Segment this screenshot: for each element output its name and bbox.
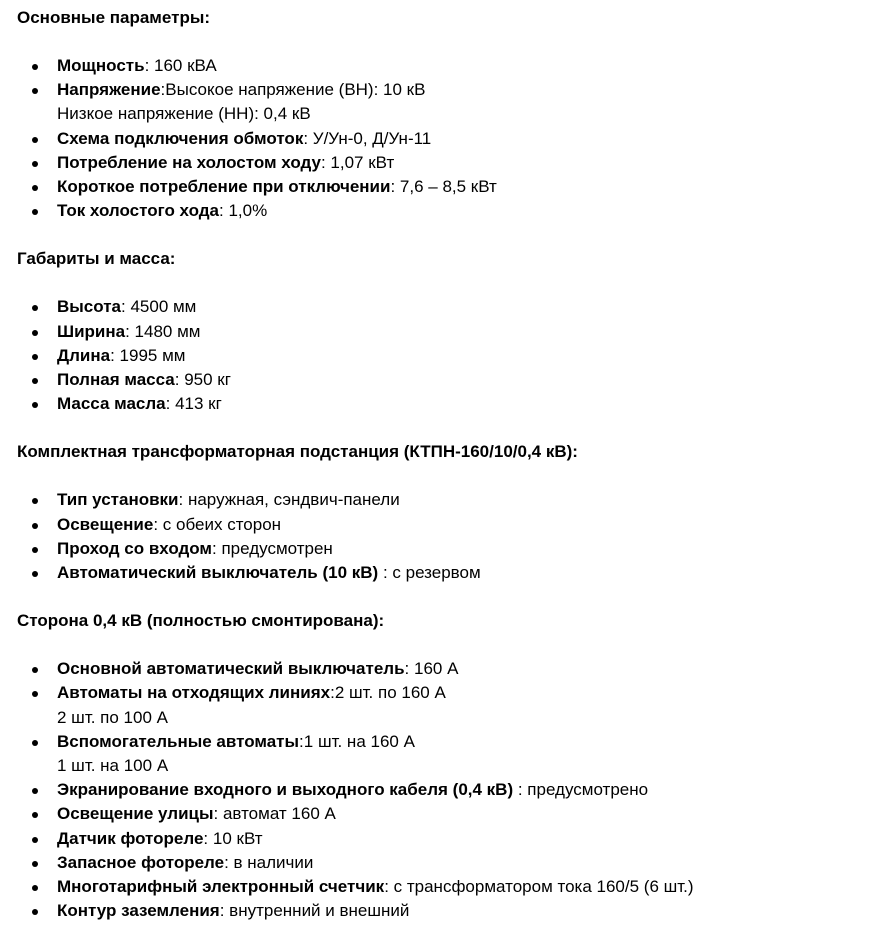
list-item xyxy=(17,851,894,875)
item-value: 1 шт. на 160 А xyxy=(303,731,415,751)
section-title: Габариты и масса: xyxy=(17,249,176,269)
spec-list xyxy=(17,295,894,416)
bullet-icon xyxy=(32,88,38,94)
bullet-icon xyxy=(32,161,38,167)
item-label: Запасное фотореле xyxy=(57,852,225,872)
bullet-icon xyxy=(32,209,38,215)
item-value: 413 кг xyxy=(175,394,222,414)
item-value-line2: Низкое напряжение (НН): 0,4 кВ xyxy=(57,104,311,124)
item-separator: : xyxy=(153,514,163,534)
item-separator: : xyxy=(224,852,234,872)
item-value: 1480 мм xyxy=(134,321,201,341)
item-value: с трансформатором тока 160/5 (6 шт.) xyxy=(393,877,694,897)
item-label: Мощность xyxy=(57,56,145,75)
item-value: 1,07 кВт xyxy=(330,152,395,172)
item-separator: : xyxy=(330,683,335,703)
item-label: Автоматы на отходящих линиях xyxy=(57,683,331,703)
section-dimensions-weight xyxy=(17,247,894,416)
item-label: Потребление на холостом ходу xyxy=(57,152,321,172)
bullet-icon xyxy=(32,571,38,577)
bullet-icon xyxy=(32,523,38,529)
item-label: Датчик фотореле xyxy=(57,828,204,848)
section-title: Основные параметры: xyxy=(17,8,211,27)
item-value: 4500 мм xyxy=(130,297,197,317)
list-item xyxy=(17,127,894,151)
bullet-icon xyxy=(32,885,38,891)
item-label: Схема подключения обмоток xyxy=(57,128,304,148)
item-value: 1995 мм xyxy=(119,345,186,365)
list-item xyxy=(17,151,894,175)
list-item xyxy=(17,827,894,851)
section-low-voltage-side xyxy=(17,609,894,923)
list-item xyxy=(17,344,894,368)
item-value: 950 кг xyxy=(184,370,231,390)
item-value: 7,6 – 8,5 кВт xyxy=(399,177,497,197)
section-title: Комплектная трансформаторная подстанция (КТПН-160/10/0,4 кВ): xyxy=(17,442,578,462)
bullet-icon xyxy=(32,667,38,673)
item-separator: : xyxy=(390,177,400,197)
bullet-icon xyxy=(32,788,38,794)
item-label: Освещение улицы xyxy=(57,804,214,824)
list-item xyxy=(17,199,894,223)
list-item xyxy=(17,175,894,199)
item-value: предусмотрен xyxy=(221,538,333,558)
item-label: Проход со входом xyxy=(57,538,213,558)
bullet-icon xyxy=(32,837,38,843)
bullet-icon xyxy=(32,402,38,408)
bullet-icon xyxy=(32,498,38,504)
list-item xyxy=(17,802,894,826)
bullet-icon xyxy=(32,64,38,70)
item-separator: : xyxy=(110,345,120,365)
list-item xyxy=(17,657,894,681)
item-value: с обеих сторон xyxy=(162,514,282,534)
list-item xyxy=(17,320,894,344)
item-label: Ток холостого хода xyxy=(57,201,219,221)
item-label: Вспомогательные автоматы xyxy=(57,731,300,751)
list-item xyxy=(17,392,894,416)
item-value: 2 шт. по 160 А xyxy=(334,683,446,703)
item-separator: : xyxy=(165,394,176,414)
item-value: с резервом xyxy=(392,563,481,583)
bullet-icon xyxy=(32,812,38,818)
list-item xyxy=(17,368,894,392)
bullet-icon xyxy=(32,354,38,360)
list-item xyxy=(17,561,894,585)
bullet-icon xyxy=(32,547,38,553)
list-item xyxy=(17,54,894,78)
item-separator: : xyxy=(212,538,222,558)
list-item xyxy=(17,778,894,802)
item-separator: : xyxy=(203,828,213,848)
item-separator: : xyxy=(121,297,131,317)
item-label: Ширина xyxy=(57,321,126,341)
item-separator: : xyxy=(174,370,185,390)
item-separator: : xyxy=(178,490,188,510)
item-label: Напряжение xyxy=(57,80,161,100)
spec-list xyxy=(17,54,894,223)
list-item xyxy=(17,730,894,778)
item-separator: : xyxy=(144,56,155,75)
bullet-icon xyxy=(32,330,38,336)
item-label: Короткое потребление при отключении xyxy=(57,177,391,197)
bullet-icon xyxy=(32,909,38,915)
item-separator: : xyxy=(320,152,331,172)
item-separator: : xyxy=(299,731,304,751)
item-separator: : xyxy=(219,901,230,921)
list-item xyxy=(17,875,894,899)
bullet-icon xyxy=(32,740,38,746)
list-item xyxy=(17,899,894,923)
item-label: Многотарифный электронный счетчик xyxy=(57,877,385,897)
bullet-icon xyxy=(32,691,38,697)
item-separator: : xyxy=(160,80,166,100)
list-item xyxy=(17,681,894,729)
item-label: Тип установки xyxy=(57,490,179,510)
item-label: Экранирование входного и выходного кабеля (0,4 кВ) xyxy=(57,780,514,800)
item-label: Автоматический выключатель (10 кВ) xyxy=(57,563,379,583)
item-label: Основной автоматический выключатель xyxy=(57,659,405,679)
bullet-icon xyxy=(32,378,38,384)
spec-list xyxy=(17,657,894,923)
bullet-icon xyxy=(32,861,38,867)
section-main-parameters xyxy=(17,6,894,223)
item-separator: : xyxy=(125,321,135,341)
item-label: Высота xyxy=(57,297,121,317)
item-value: автомат 160 А xyxy=(222,804,336,824)
item-value: внутренний и внешний xyxy=(229,901,410,921)
list-item xyxy=(17,513,894,537)
item-separator: : xyxy=(303,128,313,148)
item-value: У/Ун-0, Д/Ун-11 xyxy=(312,128,432,148)
item-label: Длина xyxy=(57,345,111,365)
item-label: Полная масса xyxy=(57,370,175,390)
item-value-line2: 1 шт. на 100 А xyxy=(57,756,169,776)
item-label: Масса масла xyxy=(57,394,166,414)
item-separator: : xyxy=(219,201,229,221)
bullet-icon xyxy=(32,305,38,311)
list-item xyxy=(17,295,894,319)
item-label: Освещение xyxy=(57,514,154,534)
item-separator: : xyxy=(404,659,414,679)
section-substation xyxy=(17,440,894,585)
item-value-line2: 2 шт. по 100 А xyxy=(57,707,168,727)
item-value: Высокое напряжение (ВН): 10 кВ xyxy=(165,80,426,100)
item-label: Контур заземления xyxy=(57,901,220,921)
item-separator: : xyxy=(378,563,393,583)
item-separator: : xyxy=(213,804,223,824)
item-separator: : xyxy=(513,780,528,800)
item-value: в наличии xyxy=(233,852,314,872)
item-value: наружная, сэндвич-панели xyxy=(187,490,400,510)
item-separator: : xyxy=(384,877,394,897)
item-value: 160 кВА xyxy=(154,56,217,75)
bullet-icon xyxy=(32,137,38,143)
item-value: 1,0% xyxy=(228,201,268,221)
item-value: 10 кВт xyxy=(212,828,263,848)
item-value: предусмотрено xyxy=(527,780,649,800)
section-title: Сторона 0,4 кВ (полностью смонтирована): xyxy=(17,611,385,631)
spec-list xyxy=(17,488,894,585)
list-item xyxy=(17,537,894,561)
list-item xyxy=(17,78,894,126)
item-value: 160 А xyxy=(413,659,459,679)
bullet-icon xyxy=(32,185,38,191)
list-item xyxy=(17,488,894,512)
